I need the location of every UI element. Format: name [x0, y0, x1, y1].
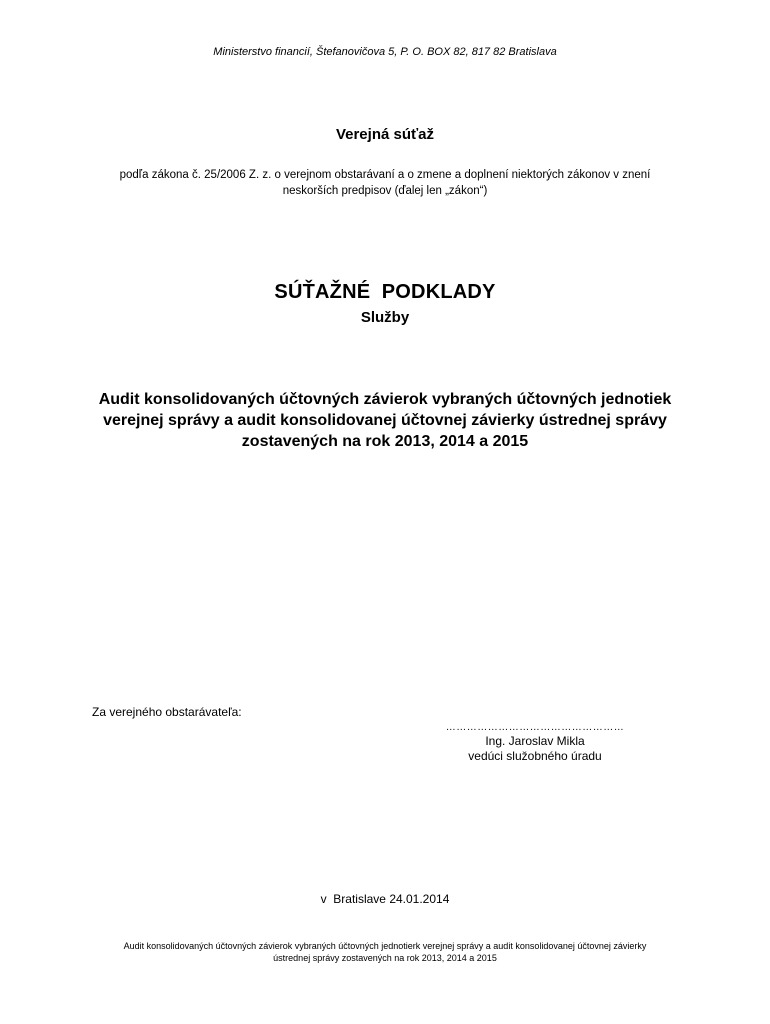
contracting-authority-label: Za verejného obstarávateľa: [92, 705, 242, 719]
subject-title [60, 389, 710, 452]
document-subtitle: Služby [360, 309, 410, 326]
footer-line-2: ústrednej správy zostavených na rok 2013, 2014 a 2015 [273, 953, 497, 963]
subject-line-2: verejnej správy a audit konsolidovanej účtovnej závierky ústrednej správy [103, 412, 667, 429]
signature-line: …………………………………………… [445, 722, 625, 733]
subject-line-3: zostavených na rok 2013, 2014 a 2015 [241, 433, 529, 450]
signatory-name: Ing. Jaroslav Mikla [485, 734, 585, 748]
document-title: SÚŤAŽNÉ PODKLADY [274, 281, 496, 303]
signatory-position: vedúci služobného úradu [468, 749, 602, 763]
header-address: Ministerstvo financií, Štefanovičova 5, P. O. BOX 82, 817 82 Bratislava [213, 46, 557, 58]
legal-basis-text: podľa zákona č. 25/2006 Z. z. o verejnom obstarávaní a o zmene a doplnení niektorých zákonov v znení neskorších predpisov (ďalej len „zákon“) [119, 169, 651, 197]
page-footer [95, 940, 675, 964]
subject-line-1: Audit konsolidovaných účtovných závierok vybraných účtovných jednotiek [98, 391, 672, 408]
place-and-date: v Bratislave 24.01.2014 [320, 892, 450, 906]
signature-block [440, 722, 630, 764]
tender-type-title: Verejná súťaž [335, 126, 435, 143]
footer-line-1: Audit konsolidovaných účtovných závierok vybraných účtovných jednotierk verejnej správy a audit konsolidovanej účtovnej závierky [123, 941, 647, 951]
